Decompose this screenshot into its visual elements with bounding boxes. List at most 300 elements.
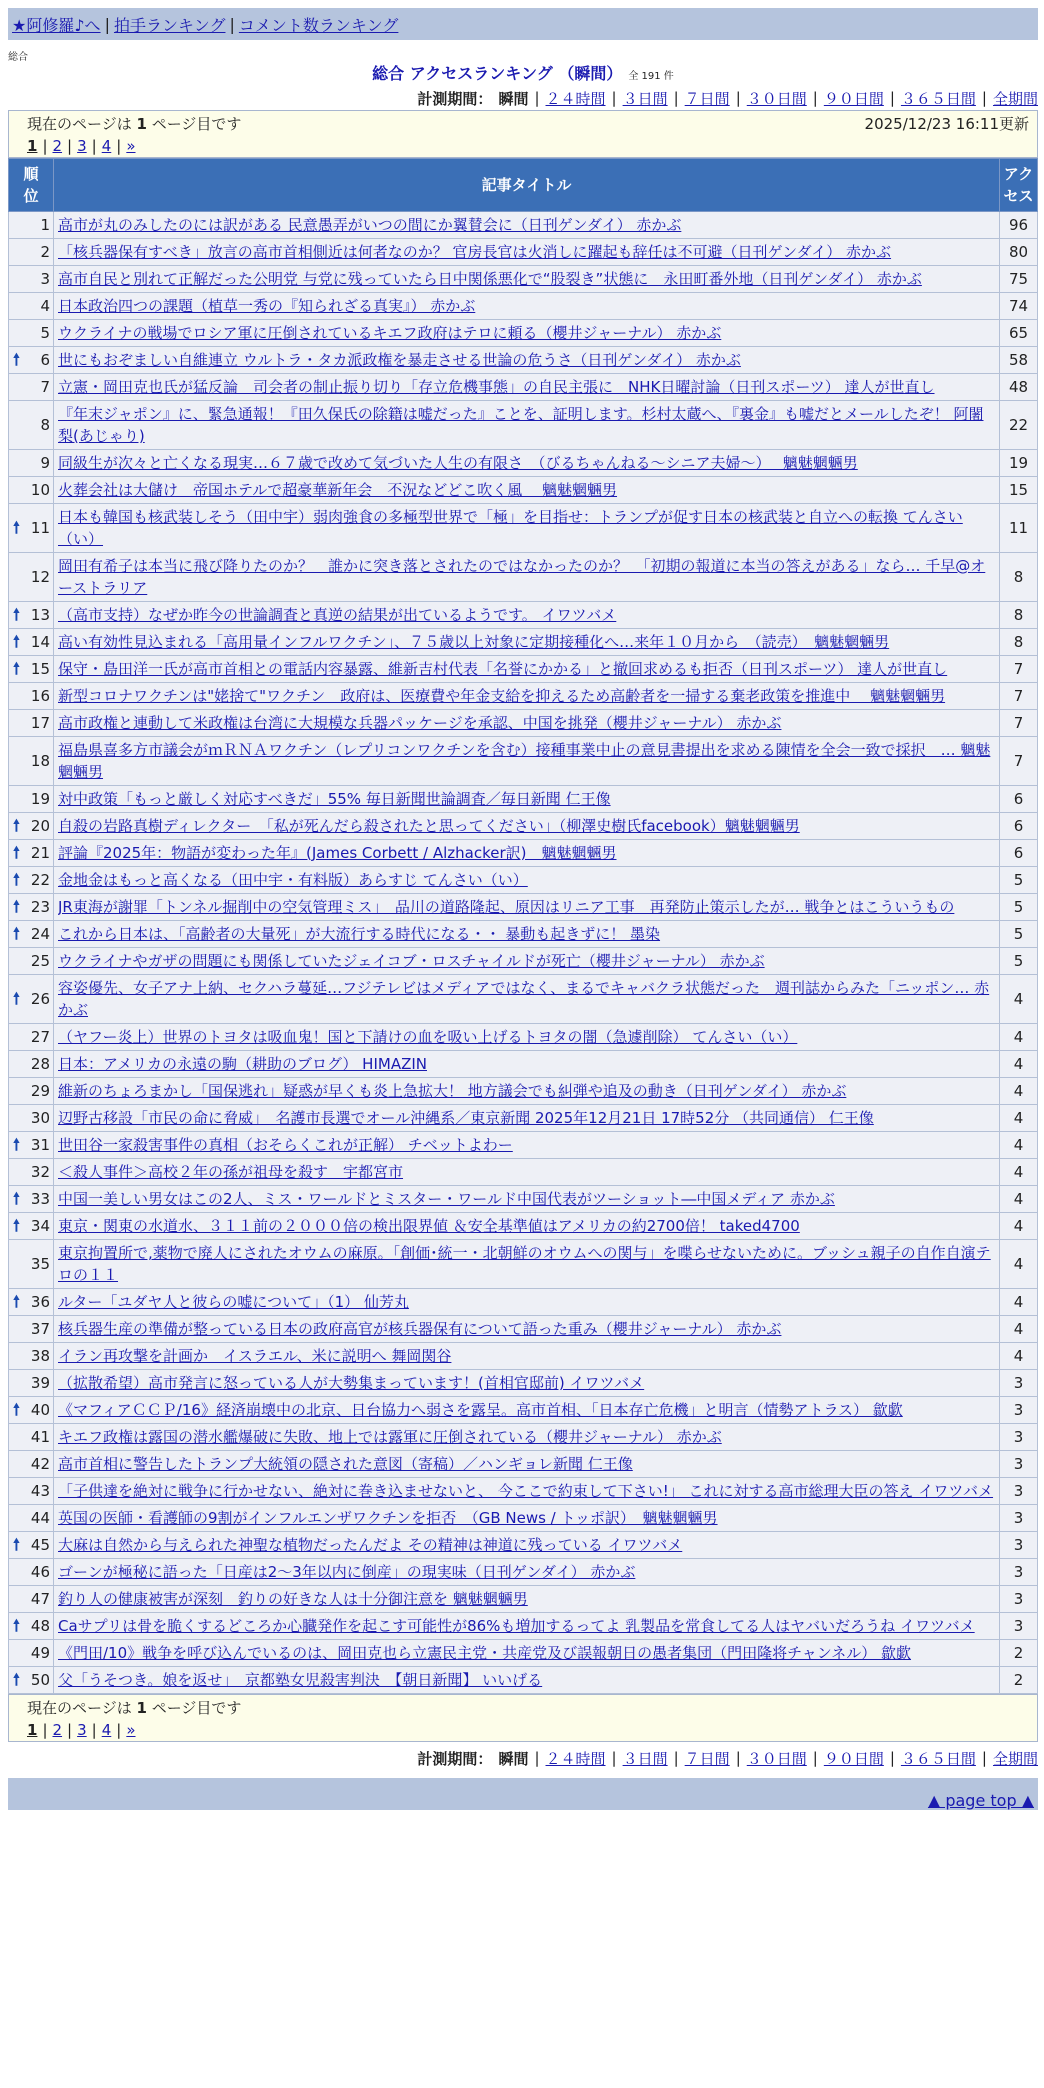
rank-cell	[9, 1559, 54, 1586]
table-row	[9, 894, 1038, 921]
rank-number: 26	[30, 990, 50, 1008]
period-link[interactable]: ３６５日間	[900, 89, 976, 108]
table-row	[9, 867, 1038, 894]
category-label: 総合	[8, 52, 28, 63]
access-cell: 3	[1000, 1532, 1038, 1559]
rank-number: 33	[30, 1190, 50, 1208]
access-cell: 5	[1000, 921, 1038, 948]
table-row	[9, 1132, 1038, 1159]
period-link[interactable]: ９０日間	[823, 89, 884, 108]
rank-number: 31	[30, 1136, 50, 1154]
article-title-link[interactable]: 新型コロナワクチンは"姥捨て"ワクチン 政府は、医療費や年金支給を抑えるため高齢者を一掃する棄老政策を推進中 魑魅魍魎男	[58, 687, 946, 705]
rank-cell	[9, 1424, 54, 1451]
period-separator: |	[981, 89, 987, 107]
title-cell	[54, 867, 1000, 894]
table-row	[9, 1105, 1038, 1132]
rank-cell	[9, 1370, 54, 1397]
rank-number: 32	[30, 1163, 50, 1181]
period-link[interactable]: ３日間	[622, 1749, 668, 1768]
article-title-link[interactable]: 《門田/10》戦争を呼び込んでいるのは、岡田克也ら立憲民主党・共産党及び誤報朝日の愚者集団（門田隆将チャンネル） 歙歔	[58, 1644, 912, 1662]
title-cell	[54, 710, 1000, 737]
access-cell: 6	[1000, 786, 1038, 813]
access-cell: 3	[1000, 1505, 1038, 1532]
article-title-link[interactable]: 世にもおぞましい自維連立 ウルトラ・タカ派政権を暴走させる世論の危うさ（日刊ゲンダイ） 赤かぶ	[58, 351, 741, 369]
title-cell	[54, 1397, 1000, 1424]
rank-number: 40	[30, 1401, 50, 1419]
pager-page-link[interactable]: 2	[52, 1721, 63, 1739]
access-cell: 80	[1000, 239, 1038, 266]
period-link[interactable]: 全期間	[992, 89, 1038, 108]
pager-prefix: 現在のページは	[27, 115, 137, 133]
period-link[interactable]: ７日間	[684, 89, 730, 108]
rank-number: 28	[30, 1055, 50, 1073]
rank-up-arrow-icon: 🠕	[13, 1216, 20, 1235]
rank-number: 2	[40, 243, 50, 261]
article-title-link[interactable]: 同級生が次々と亡くなる現実…６７歳で改めて気づいた人生の有限さ （びるちゃんねる～シニア夫婦～） 魑魅魍魎男	[58, 454, 858, 472]
rank-cell	[9, 1397, 54, 1424]
rank-up-arrow-icon: 🠕	[13, 1616, 20, 1635]
period-separator: |	[735, 1749, 741, 1767]
article-title-link[interactable]: 釣り人の健康被害が深刻 釣りの好きな人は十分御注意を 魑魅魍魎男	[58, 1590, 528, 1608]
article-title-link[interactable]: 容姿優先、女子アナ上納、セクハラ蔓延…フジテレビはメディアではなく、まるでキャバクラ状態だった 週刊誌からみた「ニッポン… 赤かぶ	[58, 979, 990, 1019]
article-title-link[interactable]: 日本：アメリカの永遠の駒（耕助のブログ） HIMAZIN	[58, 1055, 427, 1073]
title-cell	[54, 504, 1000, 553]
access-cell: 96	[1000, 212, 1038, 239]
pager-next-link[interactable]: »	[126, 137, 136, 155]
article-title-link[interactable]: 世田谷一家殺害事件の真相（おそらくこれが正解） チベットよわー	[58, 1136, 513, 1154]
article-title-link[interactable]: JR東海が謝罪「トンネル掘削中の空気管理ミス」 品川の道路隆起、原因はリニア工事 再発防止策示したが… 戦争とはこういうもの	[58, 898, 955, 916]
rank-cell	[9, 1640, 54, 1667]
article-title-link[interactable]: 金地金はもっと高くなる（田中宇・有料版）あらすじ てんさい（い）	[58, 871, 528, 889]
table-row	[9, 656, 1038, 683]
table-row	[9, 1532, 1038, 1559]
table-row	[9, 1640, 1038, 1667]
article-title-link[interactable]: 自殺の岩路真樹ディレクター 「私が死んだら殺されたと思ってください」（柳澤史樹氏facebook）魑魅魍魎男	[58, 817, 800, 835]
rank-cell	[9, 266, 54, 293]
article-title-link[interactable]: 評論『2025年：物語が変わった年』(James Corbett / Alzhacker訳) 魑魅魍魎男	[58, 844, 617, 862]
table-row	[9, 477, 1038, 504]
rank-number: 14	[30, 633, 50, 651]
article-title-link[interactable]: 火葬会社は大儲け 帝国ホテルで超豪華新年会 不況などどこ吹く風 魑魅魍魎男	[58, 481, 618, 499]
access-cell: 4	[1000, 1132, 1038, 1159]
table-row	[9, 239, 1038, 266]
rank-number: 4	[40, 297, 50, 315]
table-row	[9, 1051, 1038, 1078]
period-separator: |	[889, 89, 895, 107]
col-title-header	[54, 159, 1000, 212]
period-current: 瞬間	[498, 1749, 529, 1768]
pager-status	[27, 113, 241, 135]
rank-number: 36	[30, 1293, 50, 1311]
access-cell: 3	[1000, 1424, 1038, 1451]
article-title-link[interactable]: これから日本は、「高齢者の大量死」が大流行する時代になる・・ 暴動も起きずに！ 墨染	[58, 925, 661, 943]
pager-page-link[interactable]: 4	[101, 137, 112, 155]
page	[8, 8, 1038, 1810]
rank-cell	[9, 737, 54, 786]
article-title-link[interactable]: （ヤフー炎上）世界のトヨタは吸血鬼！国と下請けの血を吸い上げるトヨタの闇（急遽削除） てんさい（い）	[58, 1028, 798, 1046]
article-title-link[interactable]: 立憲・岡田克也氏が猛反論 司会者の制止振り切り「存立危機事態」の自民主張に NHK日曜討論（日刊スポーツ） 達人が世直し	[58, 378, 935, 396]
rank-cell	[9, 1478, 54, 1505]
comment-ranking-link[interactable]: コメント数ランキング	[238, 15, 399, 35]
article-title-link[interactable]: 対中政策「もっと厳しく対応すべきだ」55% 毎日新聞世論調査／毎日新聞 仁王像	[58, 790, 611, 808]
period-link[interactable]: ３０日間	[746, 89, 807, 108]
rank-cell	[9, 813, 54, 840]
rank-cell	[9, 1613, 54, 1640]
table-row	[9, 1186, 1038, 1213]
title-cell	[54, 1532, 1000, 1559]
access-cell: 19	[1000, 450, 1038, 477]
article-title-link[interactable]: 「子供達を絶対に戦争に行かせない、絶対に巻き込ませないと、 今ここで約束して下さい!」 これに対する高市総理大臣の答え イワツバメ	[58, 1482, 994, 1500]
article-title-link[interactable]: 英国の医師・看護師の9割がインフルエンザワクチンを拒否 （GB News / トッポ訳） 魑魅魍魎男	[58, 1509, 718, 1527]
access-cell: 7	[1000, 737, 1038, 786]
rank-number: 49	[30, 1644, 50, 1662]
access-cell: 6	[1000, 840, 1038, 867]
pager-current-page: 1	[27, 1721, 38, 1739]
article-title-link[interactable]: 中国一美しい男女はこの2人、ミス・ワールドとミスター・ワールド中国代表がツーショット―中国メディア 赤かぶ	[58, 1190, 835, 1208]
rank-number: 20	[30, 817, 50, 835]
page-top-link[interactable]: ▲ page top ▲	[927, 1791, 1034, 1810]
table-row	[9, 266, 1038, 293]
title-cell	[54, 894, 1000, 921]
access-cell: 15	[1000, 477, 1038, 504]
title-cell	[54, 450, 1000, 477]
pager-suffix: ページ目です	[146, 115, 242, 133]
pager-page-link[interactable]: 4	[101, 1721, 112, 1739]
rank-up-arrow-icon: 🠕	[13, 816, 20, 835]
rank-number: 1	[40, 216, 50, 234]
period-link[interactable]: ３０日間	[746, 1749, 807, 1768]
rank-number: 41	[30, 1428, 50, 1446]
pager-separator: |	[116, 1721, 122, 1739]
article-title-link[interactable]: 高い有効性見込まれる「高用量インフルワクチン」、７５歳以上対象に定期接種化へ…来年１０月から （読売） 魑魅魍魎男	[58, 633, 890, 651]
access-cell: 58	[1000, 347, 1038, 374]
article-title-link[interactable]: ゴーンが極秘に語った「日産は2～3年以内に倒産」の現実味（日刊ゲンダイ） 赤かぶ	[58, 1563, 636, 1581]
period-label: 計測期間：	[417, 1749, 493, 1768]
rank-number: 16	[30, 687, 50, 705]
article-title-link[interactable]: 高市政権と連動して米政権は台湾に大規模な兵器パッケージを承認、中国を挑発（櫻井ジャーナル） 赤かぶ	[58, 714, 782, 732]
title-cell	[54, 293, 1000, 320]
table-row	[9, 921, 1038, 948]
title-cell	[54, 1586, 1000, 1613]
access-cell: 3	[1000, 1397, 1038, 1424]
pager-separator: |	[67, 137, 73, 155]
period-selector-bottom	[8, 1746, 1038, 1770]
access-cell: 4	[1000, 1024, 1038, 1051]
article-title-link[interactable]: （高市支持）なぜか昨今の世論調査と真逆の結果が出ているようです。 イワツバメ	[58, 606, 617, 624]
title-cell	[54, 1559, 1000, 1586]
pager-prefix: 現在のページは	[27, 1699, 137, 1717]
clap-ranking-link[interactable]: 拍手ランキング	[113, 15, 226, 35]
title-cell	[54, 840, 1000, 867]
rank-cell	[9, 921, 54, 948]
period-separator: |	[981, 1749, 987, 1767]
article-title-link[interactable]: 核兵器生産の準備が整っている日本の政府高官が核兵器保有について語った重み（櫻井ジャーナル） 赤かぶ	[58, 1320, 782, 1338]
access-cell: 75	[1000, 266, 1038, 293]
access-cell: 4	[1000, 1159, 1038, 1186]
bottom-bar	[8, 1778, 1038, 1810]
access-cell: 7	[1000, 683, 1038, 710]
article-title-link[interactable]: 高市首相に警告したトランプ大統領の隠された意図（寄稿）／ハンギョレ新聞 仁王像	[58, 1455, 633, 1473]
article-title-link[interactable]: （拡散希望）高市発言に怒っている人が大勢集まっています！(首相官邸前) イワツバメ	[58, 1374, 645, 1392]
title-cell	[54, 347, 1000, 374]
table-row	[9, 504, 1038, 553]
table-row	[9, 1667, 1038, 1694]
article-title-link[interactable]: 岡田有希子は本当に飛び降りたのか？ 誰かに突き落とされたのではなかったのか？ 「初期の報道に本当の答えがある」なら… 千早@オーストラリア	[58, 557, 986, 597]
rank-cell	[9, 1586, 54, 1613]
table-row	[9, 1370, 1038, 1397]
article-title-link[interactable]: ルター「ユダヤ人と彼らの嘘について」（1） 仙芳丸	[58, 1293, 409, 1311]
table-row	[9, 1424, 1038, 1451]
access-cell: 22	[1000, 401, 1038, 450]
article-title-link[interactable]: 東京拘置所で,薬物で廃人にされたオウムの麻原。「創価･統一・北朝鮮のオウムへの関与」を喋らせないために。ブッシュ親子の自作自演テロの１１	[58, 1244, 991, 1284]
item-count: 全 191 件	[628, 71, 674, 82]
table-row	[9, 212, 1038, 239]
title-cell	[54, 1478, 1000, 1505]
table-row	[9, 1213, 1038, 1240]
table-row	[9, 975, 1038, 1024]
access-cell: 4	[1000, 1289, 1038, 1316]
rank-cell	[9, 629, 54, 656]
rank-number: 22	[30, 871, 50, 889]
access-cell: 3	[1000, 1559, 1038, 1586]
access-cell: 5	[1000, 948, 1038, 975]
article-title-link[interactable]: 日本も韓国も核武装しそう（田中宇）弱肉強食の多極型世界で「極」を目指せ：トランプが促す日本の核武装と自立への転換 てんさい（い）	[58, 508, 963, 548]
article-title-link[interactable]: ＜殺人事件＞高校２年の孫が祖母を殺す 宇都宮市	[58, 1163, 404, 1181]
period-separator: |	[812, 89, 818, 107]
access-cell: 3	[1000, 1586, 1038, 1613]
period-link[interactable]: ２４時間	[545, 89, 606, 108]
rank-number: 10	[30, 481, 50, 499]
rank-number: 7	[40, 378, 50, 396]
table-row	[9, 948, 1038, 975]
rank-number: 3	[40, 270, 50, 288]
article-title-link[interactable]: 維新のちょろまかし「国保逃れ」疑惑が早くも炎上急拡大！ 地方議会でも糾弾や追及の動き（日刊ゲンダイ） 赤かぶ	[58, 1082, 847, 1100]
access-cell: 7	[1000, 656, 1038, 683]
rank-cell	[9, 1451, 54, 1478]
table-row	[9, 1397, 1038, 1424]
title-cell	[54, 239, 1000, 266]
title-cell	[54, 1613, 1000, 1640]
access-cell: 4	[1000, 1105, 1038, 1132]
page-title-text: 総合 アクセスランキング （瞬間）	[372, 64, 623, 83]
period-link[interactable]: ３日間	[622, 89, 668, 108]
period-separator: |	[611, 89, 617, 107]
rank-cell	[9, 1343, 54, 1370]
rank-cell	[9, 450, 54, 477]
article-title-link[interactable]: 父「うそつき。娘を返せ」 京都塾女児殺害判決 【朝日新聞】 いいげる	[58, 1671, 543, 1689]
title-cell	[54, 1105, 1000, 1132]
table-row	[9, 374, 1038, 401]
rank-number: 24	[30, 925, 50, 943]
article-title-link[interactable]: キエフ政権は露国の潜水艦爆破に失敗、地上では露軍に圧倒されている（櫻井ジャーナル） 赤かぶ	[58, 1428, 722, 1446]
pager-separator: |	[91, 1721, 97, 1739]
table-row	[9, 786, 1038, 813]
rank-number: 34	[30, 1217, 50, 1235]
rank-number: 37	[30, 1320, 50, 1338]
rank-number: 12	[30, 568, 50, 586]
rank-cell	[9, 1289, 54, 1316]
table-row	[9, 293, 1038, 320]
rank-number: 30	[30, 1109, 50, 1127]
rank-number: 35	[30, 1255, 50, 1273]
pager-separator: |	[67, 1721, 73, 1739]
period-link[interactable]: ３６５日間	[900, 1749, 976, 1768]
rank-number: 23	[30, 898, 50, 916]
title-cell	[54, 975, 1000, 1024]
rank-cell	[9, 656, 54, 683]
rank-cell	[9, 1078, 54, 1105]
rank-cell	[9, 948, 54, 975]
table-row	[9, 1316, 1038, 1343]
article-title-link[interactable]: 「核兵器保有すべき」放言の高市首相側近は何者なのか？ 官房長官は火消しに躍起も辞任は不可避（日刊ゲンダイ） 赤かぶ	[58, 243, 892, 261]
rank-number: 48	[30, 1617, 50, 1635]
rank-cell	[9, 894, 54, 921]
period-separator: |	[611, 1749, 617, 1767]
title-cell	[54, 1289, 1000, 1316]
rank-number: 44	[30, 1509, 50, 1527]
period-label: 計測期間：	[417, 89, 493, 108]
rank-up-arrow-icon: 🠕	[13, 350, 20, 369]
access-cell: 4	[1000, 1240, 1038, 1289]
article-title-link[interactable]: 東京・関東の水道水、３１１前の２０００倍の検出限界値 ＆安全基準値はアメリカの約2700倍！ taked4700	[58, 1217, 800, 1235]
access-cell: 3	[1000, 1613, 1038, 1640]
title-cell	[54, 1424, 1000, 1451]
pager-page-link[interactable]: 3	[77, 1721, 87, 1739]
title-cell	[54, 1024, 1000, 1051]
table-row	[9, 737, 1038, 786]
ranking-table	[8, 158, 1038, 1694]
title-cell	[54, 1316, 1000, 1343]
rank-cell	[9, 1505, 54, 1532]
rank-up-arrow-icon: 🠕	[13, 632, 20, 651]
pager-page-link[interactable]: 3	[77, 137, 87, 155]
col-access-label: アクセス	[1003, 165, 1034, 205]
rank-number: 50	[30, 1671, 50, 1689]
table-row	[9, 602, 1038, 629]
access-cell: 4	[1000, 1051, 1038, 1078]
rank-number: 42	[30, 1455, 50, 1473]
title-cell	[54, 683, 1000, 710]
article-title-link[interactable]: 高市が丸のみしたのには訳がある 民意愚弄がいつの間にか翼賛会に（日刊ゲンダイ） 赤かぶ	[58, 216, 682, 234]
title-cell	[54, 948, 1000, 975]
rank-cell	[9, 840, 54, 867]
access-cell: 4	[1000, 1078, 1038, 1105]
table-row	[9, 401, 1038, 450]
article-title-link[interactable]: 大麻は自然から与えられた神聖な植物だったんだよ その精神は神道に残っている イワツバメ	[58, 1536, 683, 1554]
rank-cell	[9, 347, 54, 374]
period-current: 瞬間	[498, 89, 529, 108]
title-cell	[54, 1078, 1000, 1105]
article-title-link[interactable]: 高市自民と別れて正解だった公明党 与党に残っていたら日中関係悪化で“股裂き”状態に 永田町番外地（日刊ゲンダイ） 赤かぶ	[58, 270, 922, 288]
article-title-link[interactable]: イラン再攻撃を計画か イスラエル、米に説明へ 舞岡関谷	[58, 1347, 452, 1365]
rank-up-arrow-icon: 🠕	[13, 1535, 20, 1554]
col-rank-label: 順位	[23, 165, 39, 205]
access-cell: 4	[1000, 1316, 1038, 1343]
period-separator: |	[889, 1749, 895, 1767]
home-link[interactable]: ★阿修羅♪へ	[12, 15, 101, 35]
col-access-header	[1000, 159, 1038, 212]
pager-separator: |	[42, 137, 48, 155]
title-cell	[54, 602, 1000, 629]
period-link[interactable]: ７日間	[684, 1749, 730, 1768]
title-cell	[54, 1240, 1000, 1289]
rank-cell	[9, 1105, 54, 1132]
rank-cell	[9, 504, 54, 553]
rank-cell	[9, 401, 54, 450]
article-title-link[interactable]: 保守・島田洋一氏が高市首相との電話内容暴露、維新吉村代表「名誉にかかる」と撤回求めるも拒否（日刊スポーツ） 達人が世直し	[58, 660, 948, 678]
period-separator: |	[673, 1749, 679, 1767]
period-link[interactable]: ９０日間	[823, 1749, 884, 1768]
period-link[interactable]: 全期間	[992, 1749, 1038, 1768]
period-selector-top	[8, 86, 1038, 110]
article-title-link[interactable]: 『年末ジャポン』に、緊急通報！『田久保氏の除籍は嘘だった』ことを、証明します。杉村太蔵へ、『裏金』も嘘だとメールしたぞ！ 阿闍梨(あじゃり)	[58, 405, 984, 445]
rank-cell	[9, 975, 54, 1024]
rank-cell	[9, 239, 54, 266]
pager-current-page: 1	[27, 137, 38, 155]
pager-separator: |	[116, 137, 122, 155]
updated-timestamp: 2025/12/23 16:11更新	[864, 115, 1029, 133]
article-title-link[interactable]: 《マフィアＣＣＰ/16》経済崩壊中の北京、日台協力へ弱さを露呈。高市首相、「日本存亡危機」と明言（情勢アトラス） 歙歔	[58, 1401, 903, 1419]
pager-page-link[interactable]: 2	[52, 137, 63, 155]
title-cell	[54, 1186, 1000, 1213]
table-row	[9, 320, 1038, 347]
title-cell	[54, 786, 1000, 813]
access-cell: 4	[1000, 975, 1038, 1024]
rank-number: 8	[40, 416, 50, 434]
article-title-link[interactable]: ウクライナやガザの問題にも関係していたジェイコブ・ロスチャイルドが死亡（櫻井ジャーナル） 赤かぶ	[58, 952, 765, 970]
title-cell	[54, 813, 1000, 840]
article-title-link[interactable]: 日本政治四つの課題（植草一秀の『知られざる真実』） 赤かぶ	[58, 297, 476, 315]
access-cell: 8	[1000, 629, 1038, 656]
table-row	[9, 1451, 1038, 1478]
table-row	[9, 840, 1038, 867]
rank-number: 18	[30, 752, 50, 770]
rank-up-arrow-icon: 🠕	[13, 1670, 20, 1689]
nav-separator: |	[104, 14, 110, 34]
article-title-link[interactable]: Caサプリは骨を脆くするどころか心臓発作を起こす可能性が86%も増加するってよ 乳製品を常食してる人はヤバいだろうね イワツバメ	[58, 1617, 975, 1635]
article-title-link[interactable]: 辺野古移設「市民の命に脅威」 名護市長選でオール沖縄系／東京新聞 2025年12月21日 17時52分 （共同通信） 仁王像	[58, 1109, 874, 1127]
pager-next-link[interactable]: »	[126, 1721, 136, 1739]
period-separator: |	[534, 89, 540, 107]
table-row	[9, 683, 1038, 710]
rank-cell	[9, 683, 54, 710]
period-separator: |	[673, 89, 679, 107]
article-title-link[interactable]: ウクライナの戦場でロシア軍に圧倒されているキエフ政府はテロに頼る（櫻井ジャーナル） 赤かぶ	[58, 324, 722, 342]
title-cell	[54, 629, 1000, 656]
access-cell: 8	[1000, 553, 1038, 602]
rank-up-arrow-icon: 🠕	[13, 870, 20, 889]
rank-up-arrow-icon: 🠕	[13, 1189, 20, 1208]
rank-cell	[9, 710, 54, 737]
rank-number: 25	[30, 952, 50, 970]
ranking-body	[9, 212, 1038, 1694]
rank-number: 45	[30, 1536, 50, 1554]
pager-suffix: ページ目です	[146, 1699, 242, 1717]
period-separator: |	[812, 1749, 818, 1767]
period-link[interactable]: ２４時間	[545, 1749, 606, 1768]
page-title	[8, 62, 1038, 86]
article-title-link[interactable]: 福島県喜多方市議会がｍＲＮＡワクチン（レプリコンワクチンを含む）接種事業中止の意見書提出を求める陳情を全会一致で採択 … 魑魅魍魎男	[58, 741, 991, 781]
rank-up-arrow-icon: 🠕	[13, 924, 20, 943]
access-cell: 5	[1000, 894, 1038, 921]
title-cell	[54, 374, 1000, 401]
rank-number: 13	[30, 606, 50, 624]
title-cell	[54, 921, 1000, 948]
col-rank-header	[9, 159, 54, 212]
table-row	[9, 1505, 1038, 1532]
access-cell: 11	[1000, 504, 1038, 553]
access-cell: 6	[1000, 813, 1038, 840]
